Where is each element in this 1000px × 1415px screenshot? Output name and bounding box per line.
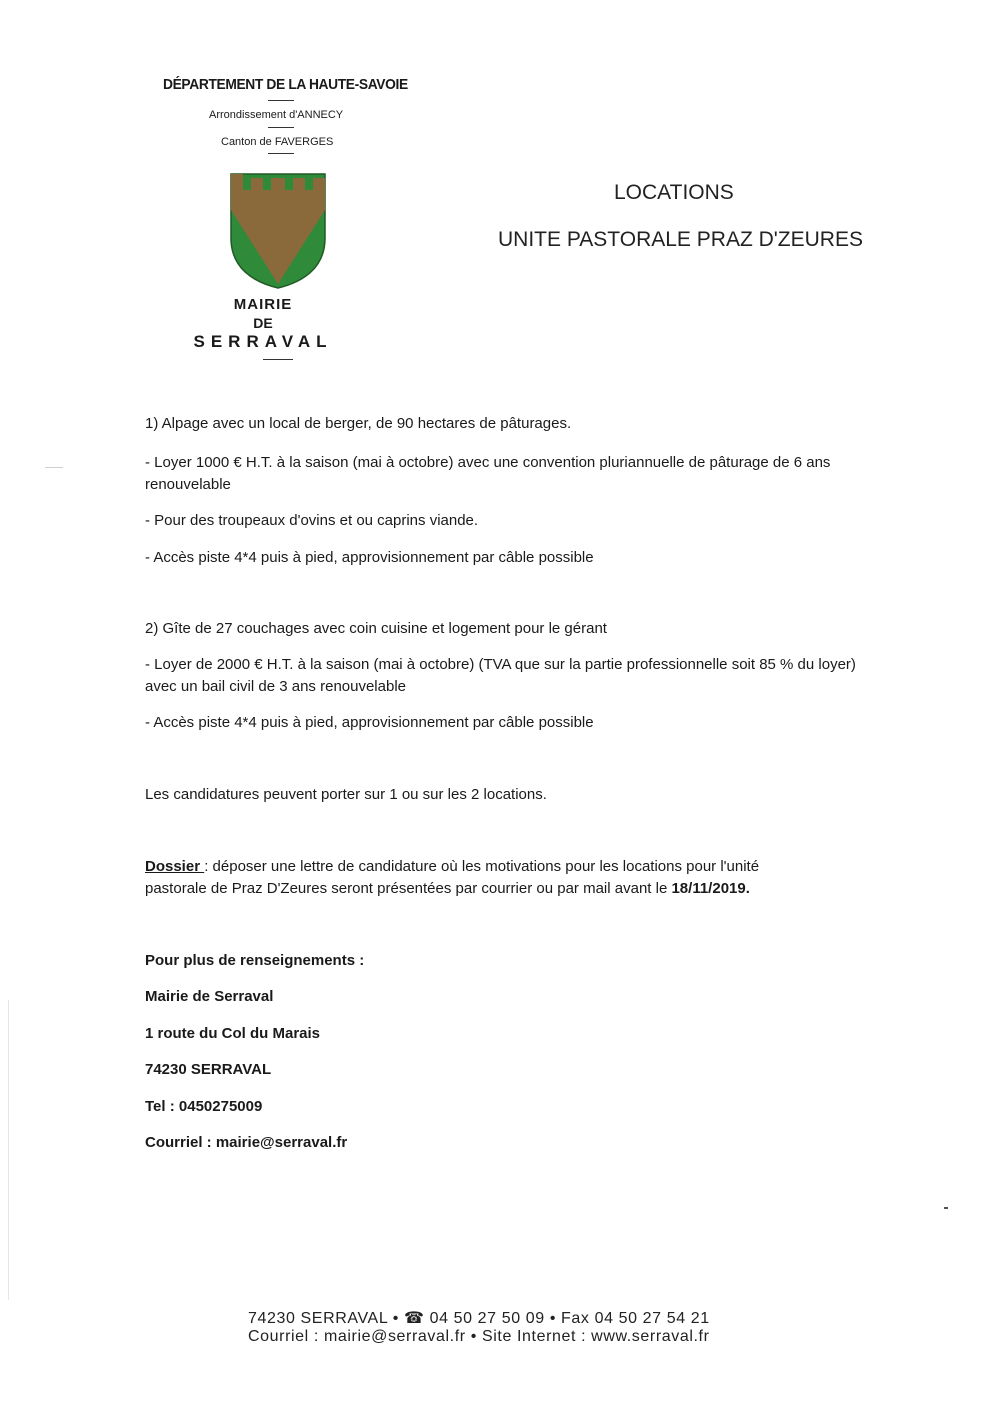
section1-herds: - Pour des troupeaux d'ovins et ou caprins viande. [145, 512, 479, 529]
dossier-text: : déposer une lettre de candidature où les motivations pour les locations pour l'unité pastorale de Praz D'Zeures seront présentées par courrier ou par mail avant le [145, 858, 760, 897]
scan-mark [45, 467, 63, 468]
serraval-coat-of-arms-logo [229, 172, 327, 290]
document-title: LOCATIONS [614, 181, 734, 204]
dossier-paragraph [145, 856, 815, 900]
footer-address-phone: 74230 SERRAVAL • ☎ 04 50 27 50 09 • Fax 04 50 27 54 21 [248, 1310, 710, 1327]
section1-heading: 1) Alpage avec un local de berger, de 90 hectares de pâturages. [145, 415, 572, 432]
document-subtitle: UNITE PASTORALE PRAZ D'ZEURES [498, 228, 863, 251]
contact-tel: Tel : 0450275009 [145, 1098, 263, 1115]
scan-dot [944, 1207, 948, 1209]
divider [268, 153, 294, 154]
arrondissement: Arrondissement d'ANNECY [209, 109, 344, 121]
divider [268, 127, 294, 128]
scan-edge [8, 1000, 9, 1300]
canton: Canton de FAVERGES [221, 136, 334, 148]
divider [268, 100, 294, 101]
mairie-de-label: DE [253, 315, 273, 331]
section2-access: - Accès piste 4*4 puis à pied, approvisionnement par câble possible [145, 714, 594, 731]
section1-rent: - Loyer 1000 € H.T. à la saison (mai à octobre) avec une convention pluriannuelle de pâturage de 6 ans renouvelable [145, 454, 831, 493]
section2-rent: - Loyer de 2000 € H.T. à la saison (mai à octobre) (TVA que sur la partie professionnelle soit 85 % du loyer) avec un bail civil de 3 ans renouvelable [145, 656, 856, 695]
serraval-label: SERRAVAL [193, 332, 333, 351]
contact-heading: Pour plus de renseignements : [145, 952, 365, 969]
contact-email: Courriel : mairie@serraval.fr [145, 1134, 348, 1151]
divider [263, 359, 293, 360]
candidatures-note: Les candidatures peuvent porter sur 1 ou sur les 2 locations. [145, 786, 547, 803]
contact-city: 74230 SERRAVAL [145, 1061, 272, 1078]
department-name: DÉPARTEMENT DE LA HAUTE-SAVOIE [163, 76, 408, 93]
contact-address: 1 route du Col du Marais [145, 1025, 321, 1042]
contact-name: Mairie de Serraval [145, 988, 274, 1005]
dossier-deadline: 18/11/2019. [671, 880, 750, 897]
dossier-label: Dossier [145, 858, 205, 875]
section2-heading: 2) Gîte de 27 couchages avec coin cuisine et logement pour le gérant [145, 620, 607, 637]
footer-email-website: Courriel : mairie@serraval.fr • Site Internet : www.serraval.fr [248, 1328, 710, 1345]
mairie-label: MAIRIE [233, 296, 293, 313]
section1-access: - Accès piste 4*4 puis à pied, approvisionnement par câble possible [145, 549, 594, 566]
